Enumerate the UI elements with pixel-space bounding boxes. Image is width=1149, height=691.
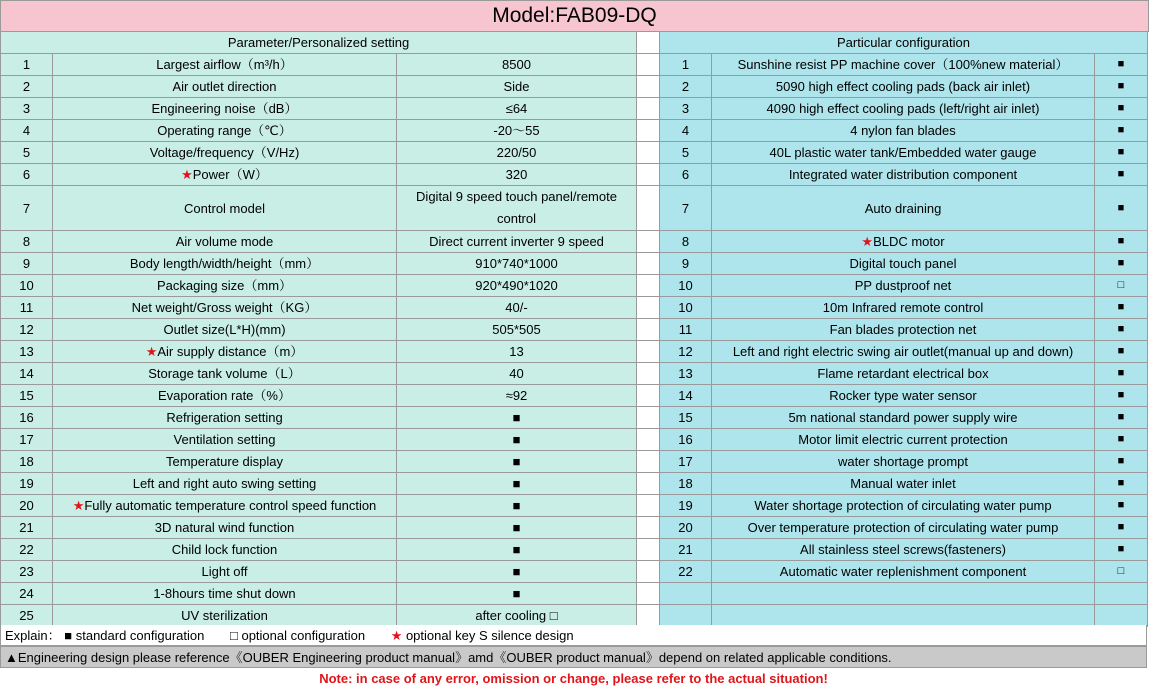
config-label xyxy=(712,495,1095,517)
config-mark: ■ xyxy=(1095,385,1148,407)
param-label-text: Fully automatic temperature control speed function xyxy=(84,498,377,513)
engineering-note: ▲Engineering design please reference《OUBER Engineering product manual》amd《OUBER product manual》depend on related applicable conditions. xyxy=(0,646,1147,668)
column-gap xyxy=(637,341,660,363)
config-label-text: Sunshine resist PP machine cover（100%new material） xyxy=(737,57,1069,72)
config-number: 20 xyxy=(660,517,712,539)
param-label-text: Temperature display xyxy=(165,454,284,469)
column-gap xyxy=(637,186,660,231)
param-value: ■ xyxy=(397,539,637,561)
config-label-text: PP dustproof net xyxy=(854,278,952,293)
config-label xyxy=(712,473,1095,495)
param-label-text: Storage tank volume（L） xyxy=(148,366,301,381)
table-row xyxy=(1,407,1148,429)
table-row xyxy=(1,186,1148,231)
column-gap xyxy=(637,319,660,341)
param-label xyxy=(53,363,397,385)
param-label-text: Refrigeration setting xyxy=(166,410,283,425)
legend-explain: Explain： xyxy=(5,628,61,643)
table-row xyxy=(1,319,1148,341)
param-value: Digital 9 speed touch panel/remote control xyxy=(397,186,637,231)
config-number: 3 xyxy=(660,98,712,120)
legend-star-icon: ★ xyxy=(390,628,403,643)
param-label-text: Air outlet direction xyxy=(172,79,277,94)
table-row xyxy=(1,429,1148,451)
config-label-text: Flame retardant electrical box xyxy=(817,366,989,381)
param-label xyxy=(53,605,397,627)
table-row xyxy=(1,605,1148,627)
column-gap xyxy=(637,76,660,98)
param-number: 16 xyxy=(1,407,53,429)
param-label-text: Largest airflow（m³/h） xyxy=(156,57,293,72)
legend-row xyxy=(0,625,1147,646)
param-label-text: Engineering noise（dB） xyxy=(151,101,298,116)
column-gap xyxy=(637,495,660,517)
config-number: 1 xyxy=(660,54,712,76)
param-number: 8 xyxy=(1,231,53,253)
param-label-text: Outlet size(L*H)(mm) xyxy=(163,322,286,337)
column-gap xyxy=(637,561,660,583)
column-gap xyxy=(637,605,660,627)
config-label xyxy=(712,385,1095,407)
column-gap xyxy=(637,231,660,253)
table-row xyxy=(1,363,1148,385)
param-value: ■ xyxy=(397,473,637,495)
param-label xyxy=(53,186,397,231)
param-number: 4 xyxy=(1,120,53,142)
config-label xyxy=(712,341,1095,363)
param-value: 40/- xyxy=(397,297,637,319)
param-label-text: Left and right auto swing setting xyxy=(132,476,317,491)
config-mark: ■ xyxy=(1095,451,1148,473)
spec-table xyxy=(0,31,1148,627)
config-label-text: Rocker type water sensor xyxy=(829,388,977,403)
config-mark: ■ xyxy=(1095,517,1148,539)
param-value: ■ xyxy=(397,517,637,539)
table-row xyxy=(1,385,1148,407)
config-label xyxy=(712,275,1095,297)
param-value: 40 xyxy=(397,363,637,385)
table-row xyxy=(1,76,1148,98)
config-mark: ■ xyxy=(1095,319,1148,341)
param-label xyxy=(53,54,397,76)
param-label-text: Ventilation setting xyxy=(173,432,276,447)
column-gap xyxy=(637,583,660,605)
column-gap xyxy=(637,164,660,186)
config-label xyxy=(712,186,1095,231)
star-icon: ★ xyxy=(72,498,85,513)
right-header: Particular configuration xyxy=(660,32,1148,54)
table-row xyxy=(1,142,1148,164)
param-number: 10 xyxy=(1,275,53,297)
config-label-text: BLDC motor xyxy=(873,234,945,249)
star-icon: ★ xyxy=(861,234,874,249)
param-value: Side xyxy=(397,76,637,98)
config-number: 10 xyxy=(660,297,712,319)
table-row xyxy=(1,98,1148,120)
column-gap xyxy=(637,32,660,54)
config-label xyxy=(712,517,1095,539)
star-icon: ★ xyxy=(145,344,158,359)
param-label xyxy=(53,473,397,495)
param-label xyxy=(53,539,397,561)
param-label-text: 1-8hours time shut down xyxy=(153,586,296,601)
config-number: 5 xyxy=(660,142,712,164)
table-row xyxy=(1,495,1148,517)
config-mark: ■ xyxy=(1095,120,1148,142)
config-label-text: 4090 high effect cooling pads (left/right air inlet) xyxy=(766,101,1040,116)
config-label xyxy=(712,429,1095,451)
param-label-text: Evaporation rate（%） xyxy=(158,388,291,403)
column-gap xyxy=(637,539,660,561)
param-label-text: Power（W） xyxy=(192,167,268,182)
config-label xyxy=(712,363,1095,385)
param-number: 21 xyxy=(1,517,53,539)
param-number: 24 xyxy=(1,583,53,605)
config-mark: ■ xyxy=(1095,539,1148,561)
param-number: 12 xyxy=(1,319,53,341)
param-label xyxy=(53,297,397,319)
param-label xyxy=(53,231,397,253)
config-label-text: Left and right electric swing air outlet(manual up and down) xyxy=(732,344,1074,359)
legend-standard: ■ standard configuration xyxy=(64,628,205,643)
config-number: 2 xyxy=(660,76,712,98)
table-row xyxy=(1,583,1148,605)
page-title: Model:FAB09-DQ xyxy=(0,0,1149,32)
config-label-text: Fan blades protection net xyxy=(829,322,977,337)
legend-optional: □ optional configuration xyxy=(230,628,366,643)
param-value: ■ xyxy=(397,451,637,473)
param-label xyxy=(53,407,397,429)
config-number: 15 xyxy=(660,407,712,429)
table-row xyxy=(1,54,1148,76)
param-label xyxy=(53,253,397,275)
config-number: 14 xyxy=(660,385,712,407)
column-gap xyxy=(637,297,660,319)
config-label xyxy=(712,76,1095,98)
param-value: 320 xyxy=(397,164,637,186)
config-number xyxy=(660,605,712,627)
param-number: 11 xyxy=(1,297,53,319)
config-number: 13 xyxy=(660,363,712,385)
config-mark: ■ xyxy=(1095,363,1148,385)
config-label-text: 10m Infrared remote control xyxy=(822,300,984,315)
config-number: 9 xyxy=(660,253,712,275)
param-value: ≤64 xyxy=(397,98,637,120)
config-number: 22 xyxy=(660,561,712,583)
param-number: 3 xyxy=(1,98,53,120)
param-number: 19 xyxy=(1,473,53,495)
config-label xyxy=(712,54,1095,76)
column-gap xyxy=(637,429,660,451)
config-mark: ■ xyxy=(1095,186,1148,231)
table-row xyxy=(1,120,1148,142)
config-label xyxy=(712,605,1095,627)
param-label-text: 3D natural wind function xyxy=(154,520,295,535)
table-row xyxy=(1,297,1148,319)
config-mark: ■ xyxy=(1095,297,1148,319)
column-gap xyxy=(637,120,660,142)
param-number: 2 xyxy=(1,76,53,98)
param-number: 25 xyxy=(1,605,53,627)
param-label xyxy=(53,583,397,605)
config-number: 21 xyxy=(660,539,712,561)
param-label xyxy=(53,164,397,186)
legend-key: optional key S silence design xyxy=(402,628,574,643)
param-number: 17 xyxy=(1,429,53,451)
config-label xyxy=(712,253,1095,275)
config-label xyxy=(712,583,1095,605)
param-label xyxy=(53,341,397,363)
config-number xyxy=(660,583,712,605)
config-label-text: Water shortage protection of circulating water pump xyxy=(754,498,1052,513)
param-number: 6 xyxy=(1,164,53,186)
config-mark: ■ xyxy=(1095,495,1148,517)
param-value: -20～55 xyxy=(397,120,637,142)
config-mark: ■ xyxy=(1095,473,1148,495)
param-label-text: Body length/width/height（mm） xyxy=(129,256,320,271)
column-gap xyxy=(637,142,660,164)
config-label-text: Integrated water distribution component xyxy=(788,167,1018,182)
config-number: 17 xyxy=(660,451,712,473)
table-row xyxy=(1,341,1148,363)
warning-note: Note: in case of any error, omission or change, please refer to the actual situation! xyxy=(319,671,828,686)
config-mark: ■ xyxy=(1095,98,1148,120)
column-gap xyxy=(637,363,660,385)
param-number: 1 xyxy=(1,54,53,76)
table-row xyxy=(1,561,1148,583)
config-label xyxy=(712,297,1095,319)
config-number: 19 xyxy=(660,495,712,517)
config-label-text: Auto draining xyxy=(864,200,942,216)
config-label-text: 4 nylon fan blades xyxy=(850,123,956,138)
param-value: 910*740*1000 xyxy=(397,253,637,275)
config-label xyxy=(712,120,1095,142)
param-label-text: Packaging size（mm） xyxy=(156,278,293,293)
param-label xyxy=(53,142,397,164)
column-gap xyxy=(637,98,660,120)
config-label-text: 5090 high effect cooling pads (back air inlet) xyxy=(775,79,1031,94)
table-row xyxy=(1,275,1148,297)
config-label xyxy=(712,142,1095,164)
param-value: ■ xyxy=(397,583,637,605)
param-number: 5 xyxy=(1,142,53,164)
config-label-text: Motor limit electric current protection xyxy=(798,432,1008,447)
param-label xyxy=(53,319,397,341)
config-mark: ■ xyxy=(1095,54,1148,76)
config-mark: ■ xyxy=(1095,142,1148,164)
star-icon: ★ xyxy=(181,167,193,182)
param-number: 18 xyxy=(1,451,53,473)
config-number: 8 xyxy=(660,231,712,253)
param-label-text: Control model xyxy=(184,200,265,216)
param-number: 22 xyxy=(1,539,53,561)
param-label-text: Light off xyxy=(201,564,248,579)
param-number: 15 xyxy=(1,385,53,407)
column-gap xyxy=(637,54,660,76)
config-mark: ■ xyxy=(1095,253,1148,275)
config-label xyxy=(712,231,1095,253)
config-label xyxy=(712,407,1095,429)
config-label xyxy=(712,319,1095,341)
param-label-text: Net weight/Gross weight（KG） xyxy=(131,300,318,315)
column-gap xyxy=(637,473,660,495)
config-mark: ■ xyxy=(1095,341,1148,363)
param-label-text: Child lock function xyxy=(171,542,278,557)
param-label xyxy=(53,517,397,539)
config-label-text: All stainless steel screws(fasteners) xyxy=(800,542,1006,557)
config-label-text: Automatic water replenishment component xyxy=(779,564,1027,579)
param-value: 220/50 xyxy=(397,142,637,164)
param-value: ≈92 xyxy=(397,385,637,407)
param-label-text: UV sterilization xyxy=(181,608,268,623)
param-label-text: Air volume mode xyxy=(175,234,274,249)
param-number: 13 xyxy=(1,341,53,363)
column-gap xyxy=(637,407,660,429)
param-label xyxy=(53,98,397,120)
param-label xyxy=(53,561,397,583)
config-label xyxy=(712,164,1095,186)
table-row xyxy=(1,473,1148,495)
config-number: 18 xyxy=(660,473,712,495)
config-label xyxy=(712,539,1095,561)
config-number: 4 xyxy=(660,120,712,142)
param-number: 20 xyxy=(1,495,53,517)
config-label-text: water shortage prompt xyxy=(837,454,969,469)
config-mark: □ xyxy=(1095,561,1148,583)
left-header: Parameter/Personalized setting xyxy=(1,32,637,54)
param-value: ■ xyxy=(397,495,637,517)
config-mark: □ xyxy=(1095,275,1148,297)
param-value: 13 xyxy=(397,341,637,363)
column-gap xyxy=(637,451,660,473)
param-number: 7 xyxy=(1,186,53,231)
table-row xyxy=(1,253,1148,275)
config-label xyxy=(712,561,1095,583)
config-number: 11 xyxy=(660,319,712,341)
column-gap xyxy=(637,253,660,275)
config-mark xyxy=(1095,583,1148,605)
config-mark: ■ xyxy=(1095,164,1148,186)
param-label-text: Voltage/frequency（V/Hz) xyxy=(149,145,300,160)
table-row xyxy=(1,231,1148,253)
param-number: 9 xyxy=(1,253,53,275)
param-label-text: Air supply distance（m） xyxy=(157,344,304,359)
config-number: 16 xyxy=(660,429,712,451)
param-value: 8500 xyxy=(397,54,637,76)
param-value: ■ xyxy=(397,561,637,583)
config-mark: ■ xyxy=(1095,429,1148,451)
config-mark: ■ xyxy=(1095,231,1148,253)
param-label xyxy=(53,495,397,517)
param-label-text: Operating range（℃） xyxy=(157,123,292,138)
config-label xyxy=(712,451,1095,473)
param-value: 505*505 xyxy=(397,319,637,341)
column-gap xyxy=(637,385,660,407)
param-value: ■ xyxy=(397,429,637,451)
param-value: Direct current inverter 9 speed xyxy=(397,231,637,253)
column-gap xyxy=(637,275,660,297)
table-row xyxy=(1,164,1148,186)
param-value: after cooling □ xyxy=(397,605,637,627)
param-label xyxy=(53,76,397,98)
config-mark xyxy=(1095,605,1148,627)
param-label xyxy=(53,451,397,473)
param-label xyxy=(53,385,397,407)
param-label xyxy=(53,120,397,142)
config-mark: ■ xyxy=(1095,407,1148,429)
config-label-text: 40L plastic water tank/Embedded water gauge xyxy=(769,145,1037,160)
config-number: 12 xyxy=(660,341,712,363)
config-label-text: 5m national standard power supply wire xyxy=(788,410,1018,425)
config-label xyxy=(712,98,1095,120)
table-row xyxy=(1,451,1148,473)
param-value: 920*490*1020 xyxy=(397,275,637,297)
config-label-text: Over temperature protection of circulating water pump xyxy=(747,520,1059,535)
config-label-text: Manual water inlet xyxy=(850,476,956,491)
config-label-text: Digital touch panel xyxy=(849,256,957,271)
config-number: 7 xyxy=(660,186,712,231)
table-row xyxy=(1,517,1148,539)
config-number: 6 xyxy=(660,164,712,186)
param-number: 14 xyxy=(1,363,53,385)
column-gap xyxy=(637,517,660,539)
param-number: 23 xyxy=(1,561,53,583)
config-mark: ■ xyxy=(1095,76,1148,98)
config-number: 10 xyxy=(660,275,712,297)
param-value: ■ xyxy=(397,407,637,429)
table-row xyxy=(1,539,1148,561)
param-label xyxy=(53,429,397,451)
param-label xyxy=(53,275,397,297)
